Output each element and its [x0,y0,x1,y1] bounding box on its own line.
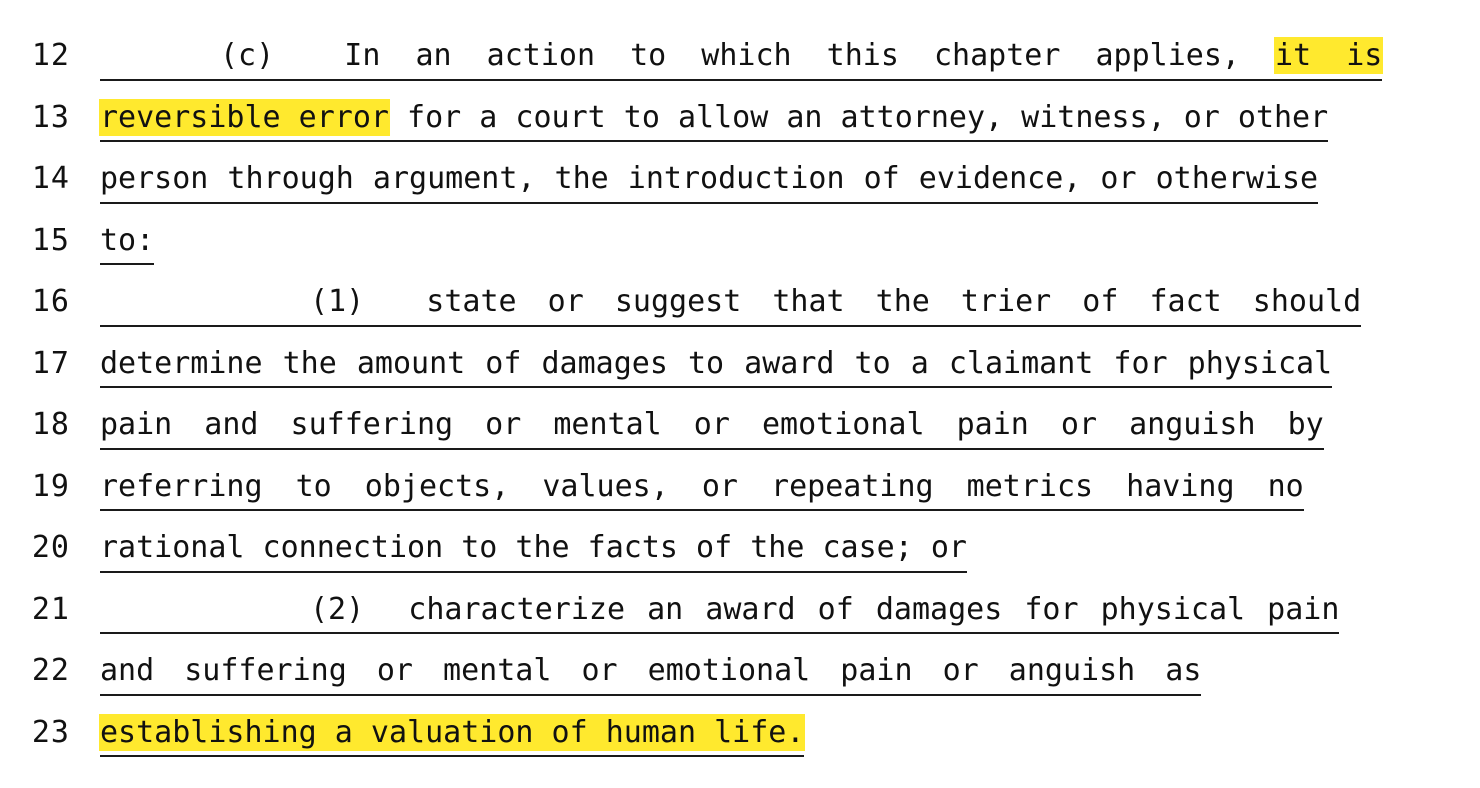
line-text [100,219,154,266]
line-text [100,403,1324,450]
line-number: 19 [31,468,70,504]
plain-text: (2) characterize an award of damages for physical pain [310,591,1340,627]
plain-text: for a court to allow an attorney, witness, or other [388,99,1329,135]
highlighted-text: it is [1275,38,1383,73]
line-number: 13 [31,99,70,135]
plain-text: (c) In an action to which this chapter applies, [220,38,1276,73]
plain-text: to: [100,222,155,258]
highlighted-text: reversible error [100,99,389,135]
line-text [100,526,967,573]
text-line [0,219,1480,281]
line-text [100,280,1361,327]
text-line [0,711,1480,773]
text-line [0,342,1480,404]
plain-text: (1) state or suggest that the trier of fact should [310,284,1362,319]
plain-text: person through argument, the introduction of evidence, or otherwise [100,161,1319,196]
plain-text: and suffering or mental or emotional pain or anguish as [100,653,1202,688]
line-number: 16 [31,284,70,319]
line-text [100,34,1382,81]
line-text [100,342,1332,389]
text-line [0,34,1480,96]
line-number: 22 [31,653,70,688]
highlighted-text: establishing a valuation of human life. [100,714,805,750]
line-number: 12 [31,38,70,73]
line-number: 14 [31,161,70,196]
line-number: 18 [31,407,70,442]
text-line [0,157,1480,219]
line-text [100,96,1328,143]
line-text [100,465,1304,512]
line-text [100,157,1318,204]
text-line [0,280,1480,342]
plain-text: rational connection to the facts of the case; or [100,530,967,565]
plain-text: referring to objects, values, or repeating metrics having no [100,468,1304,504]
line-text [100,588,1339,635]
line-number: 21 [31,591,70,627]
text-line [0,588,1480,650]
line-number: 15 [31,222,70,258]
line-text [100,711,804,758]
text-line [0,465,1480,527]
text-line [0,526,1480,588]
plain-text: pain and suffering or mental or emotional pain or anguish by [100,407,1324,442]
text-line [0,403,1480,465]
line-number: 17 [31,345,70,381]
line-number: 20 [31,530,70,565]
line-number: 23 [31,714,70,750]
text-line [0,649,1480,711]
plain-text: determine the amount of damages to award to a claimant for physical [100,345,1333,381]
text-line [0,96,1480,158]
line-text [100,649,1201,696]
